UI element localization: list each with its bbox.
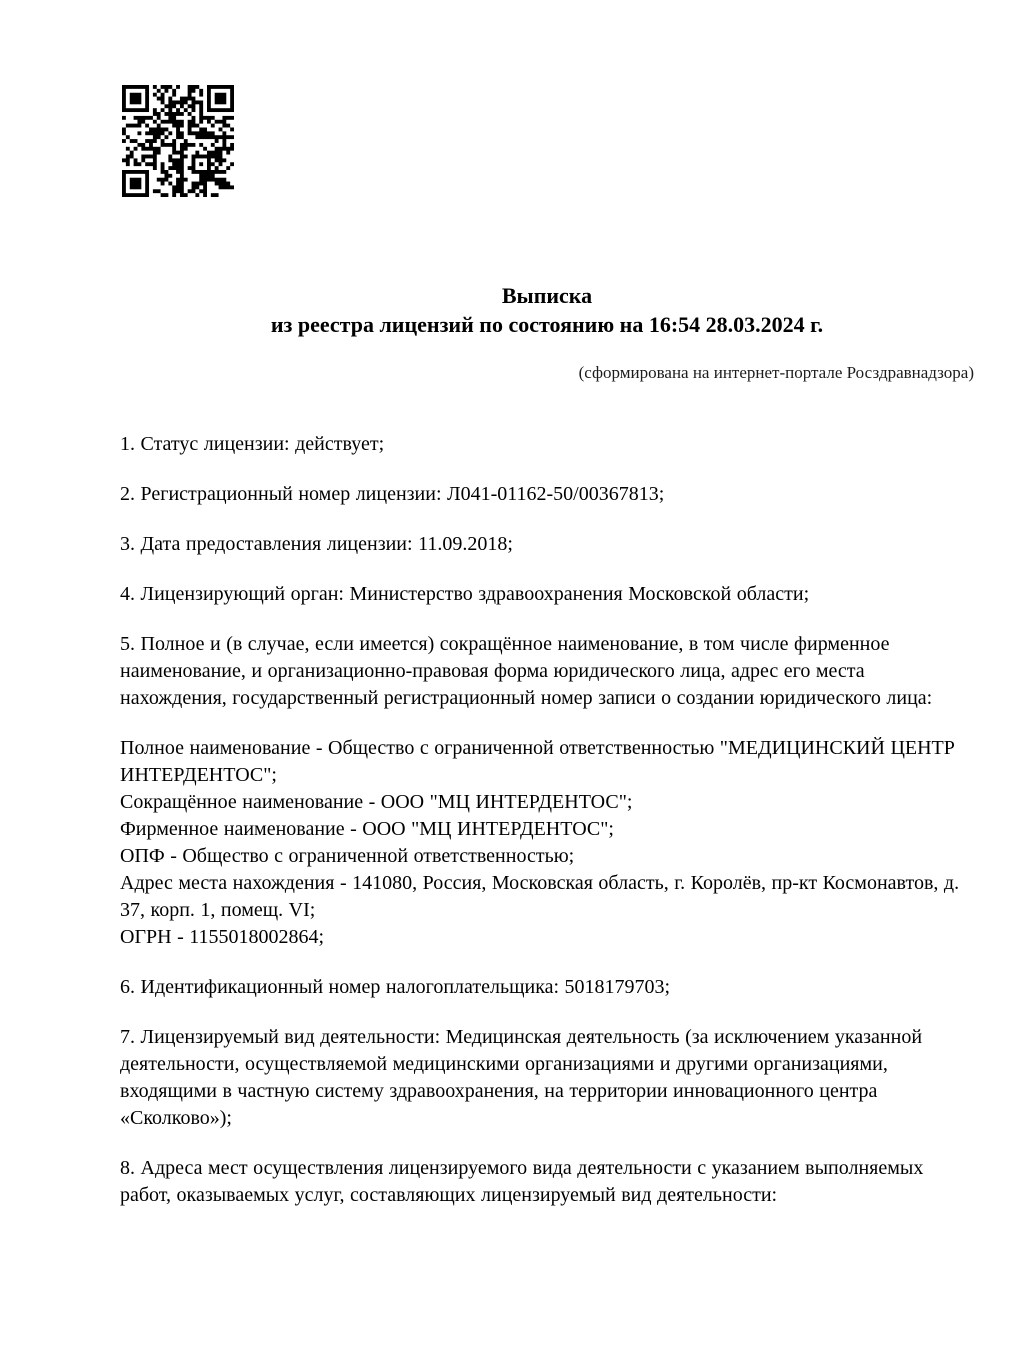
document-title bbox=[120, 281, 974, 339]
license-status-paragraph: 1. Статус лицензии: действует; bbox=[120, 433, 385, 455]
licensing-authority-paragraph: 4. Лицензирующий орган: Министерство здравоохранения Московской области; bbox=[120, 583, 810, 605]
grant-date-paragraph: 3. Дата предоставления лицензии: 11.09.2018; bbox=[120, 533, 513, 555]
activity-type-paragraph: 7. Лицензируемый вид деятельности: Медицинская деятельность (за исключением указанной деятельности, осуществляемой медицинскими организациями и другими организациями, входящими в частную систему здравоохранения, на территории инновационного центра «Сколково»); bbox=[120, 1026, 923, 1129]
document-title-line1: Выписка bbox=[501, 283, 593, 308]
company-brand-name-line: Фирменное наименование - ООО "МЦ ИНТЕРДЕНТОС"; bbox=[120, 818, 614, 840]
company-details-block bbox=[120, 735, 974, 951]
company-address-line: Адрес места нахождения - 141080, Россия, Московская область, г. Королёв, пр-кт Космонавтов, д. 37, корп. 1, помещ. VI; bbox=[120, 872, 960, 921]
qr-code-icon bbox=[122, 85, 234, 197]
generation-note: (сформирована на интернет-портале Росздравнадзора) bbox=[578, 363, 974, 382]
addresses-intro-paragraph: 8. Адреса мест осуществления лицензируемого вида деятельности с указанием выполняемых работ, оказываемых услуг, составляющих лицензируемый вид деятельности: bbox=[120, 1157, 924, 1206]
company-opf-line: ОПФ - Общество с ограниченной ответственностью; bbox=[120, 845, 575, 867]
company-ogrn-line: ОГРН - 1155018002864; bbox=[120, 926, 325, 948]
registration-number-paragraph: 2. Регистрационный номер лицензии: Л041-01162-50/00367813; bbox=[120, 483, 665, 505]
document-title-line2: из реестра лицензий по состоянию на 16:54 28.03.2024 г. bbox=[270, 312, 824, 337]
company-short-name-line: Сокращённое наименование - ООО "МЦ ИНТЕРДЕНТОС"; bbox=[120, 791, 633, 813]
names-intro-paragraph: 5. Полное и (в случае, если имеется) сокращённое наименование, в том числе фирменное наименование, и организационно-правовая форма юридического лица, адрес его места нахождения, государственный регистрационный номер записи о создании юридического лица: bbox=[120, 633, 933, 709]
inn-paragraph: 6. Идентификационный номер налогоплательщика: 5018179703; bbox=[120, 976, 671, 998]
company-full-name-line: Полное наименование - Общество с ограниченной ответственностью "МЕДИЦИНСКИЙ ЦЕНТР ИНТЕРДЕНТОС"; bbox=[120, 737, 955, 786]
